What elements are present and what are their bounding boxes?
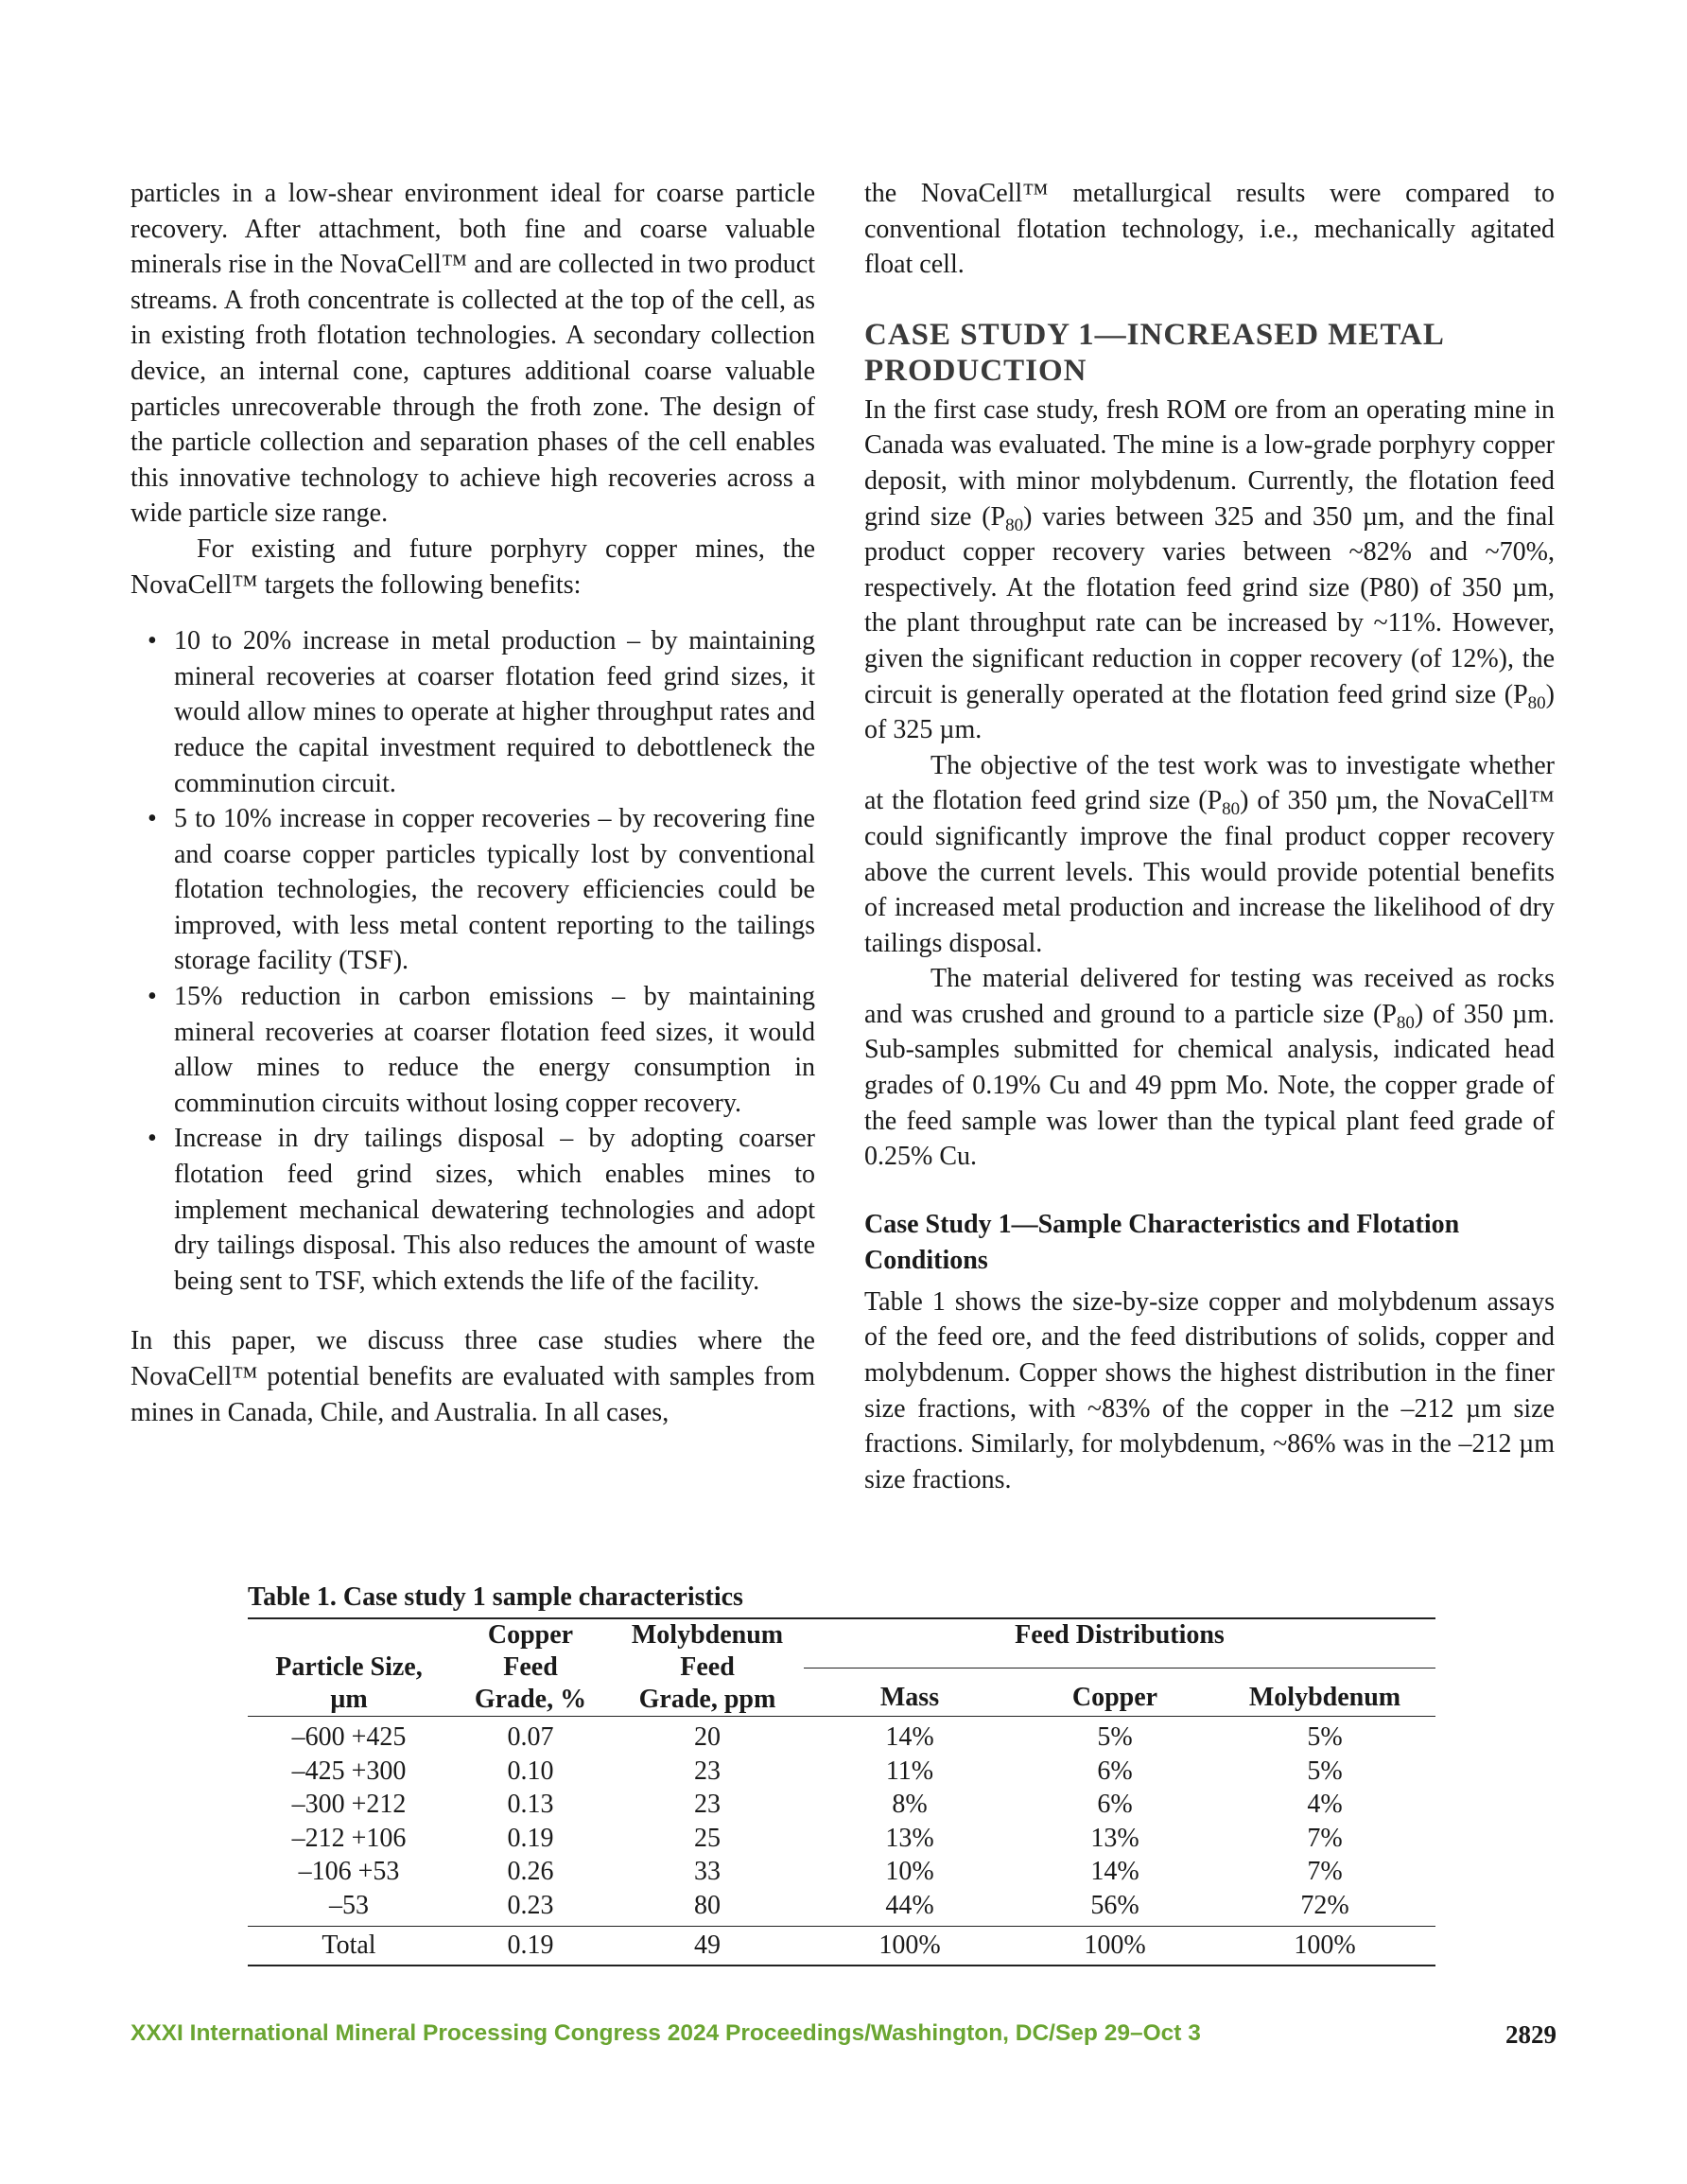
table-cell: –53 [329, 1890, 369, 1920]
table-cell: 23 [694, 1790, 721, 1819]
header-copper: Copper [1071, 1683, 1158, 1712]
table-cell: 100% [878, 1931, 941, 1960]
table-cell: 14% [885, 1722, 934, 1752]
section-heading: CASE STUDY 1—INCREASED METAL PRODUCTION [864, 317, 1444, 388]
table-row [248, 1822, 1435, 1856]
header-molybdenum: Molybdenum [1248, 1683, 1401, 1712]
table-cell: Total [322, 1931, 376, 1960]
table-cell: 13% [885, 1823, 934, 1853]
footer-conference-text: XXXI International Mineral Processing Congress 2024 Proceedings/Washington, DC/Sep 29–Oct 3 [130, 2020, 1201, 2046]
table-row [248, 1755, 1435, 1789]
body-paragraph: particles in a low-shear environment ideal for coarse particle recovery. After attachment, both fine and coarse valuable minerals rise in the NovaCell™ and are collected in two product streams. A froth concentrate is collected at the top of the cell, as in existing froth flotation technologies. A secondary collection device, an internal cone, captures additional coarse valuable particles unrecoverable through the froth zone. The design of the particle collection and separation phases of the cell enables this innovative technology to achieve high recoveries across a wide particle size range. [130, 179, 815, 529]
table-cell: 7% [1307, 1857, 1343, 1886]
table-cell: 6% [1097, 1756, 1133, 1786]
table-cell: 5% [1307, 1722, 1343, 1752]
list-item: • Increase in dry tailings disposal – by adopting coarser flotation feed grind sizes, which enables mines to implement mechanical dewatering technologies and adopt dry tailings disposal. This also reduces the amount of waste being sent to TSF, which extends the life of the facility. [174, 1121, 815, 1299]
header-feed-distributions: Feed Distributions [804, 1618, 1435, 1668]
page-footer [130, 2020, 1557, 2058]
table-cell: 80 [694, 1890, 721, 1920]
table-cell: –300 +212 [291, 1790, 407, 1819]
table-cell: 5% [1307, 1756, 1343, 1786]
table-cell: 6% [1097, 1790, 1133, 1819]
header-copper-feed-grade: Copper Feed Grade, % [474, 1620, 587, 1714]
header-mass: Mass [879, 1683, 940, 1712]
table-cell: 13% [1090, 1823, 1139, 1853]
table-cell: 72% [1300, 1890, 1349, 1920]
table-cell: 49 [694, 1931, 721, 1960]
body-paragraph: Table 1 shows the size-by-size copper and molybdenum assays of the feed ore, and the feed distributions of solids, copper and molybdenum. Copper shows the highest distribution in the finer size fractions, with ~83% of the copper in the –212 µm size fractions. Similarly, for molybdenum, ~86% was in the –212 µm size fractions. [864, 1286, 1555, 1494]
table-cell: 5% [1097, 1722, 1133, 1752]
benefits-list [130, 623, 815, 1299]
table-cell: 33 [694, 1857, 721, 1886]
left-column [130, 176, 815, 1430]
sample-characteristics-table [248, 1617, 1435, 1966]
table-cell: 0.23 [507, 1890, 554, 1920]
header-particle-size: Particle Size, µm [275, 1652, 423, 1714]
table-cell: 8% [892, 1790, 928, 1819]
table-cell: 25 [694, 1823, 721, 1853]
table-cell: 11% [885, 1756, 934, 1786]
list-item: • 10 to 20% increase in metal production – by maintaining mineral recoveries at coarser flotation feed grind sizes, it would allow mines to operate at higher throughput rates and reduce the capital investment required to debottleneck the comminution circuit. [174, 623, 815, 801]
list-item: • 15% reduction in carbon emissions – by maintaining mineral recoveries at coarser flotation feed sizes, it would allow mines to reduce the energy consumption in comminution circuits without losing copper recovery. [174, 979, 815, 1121]
right-column [864, 176, 1555, 1497]
table-cell: 0.19 [507, 1823, 554, 1853]
table-cell: 0.26 [507, 1857, 554, 1886]
table-cell: –106 +53 [298, 1857, 400, 1886]
body-paragraph: In the first case study, fresh ROM ore from an operating mine in Canada was evaluated. The mine is a low-grade porphyry copper deposit, with minor molybdenum. Currently, the flotation feed grind size $(P_{80})$ varies between 325 and 350 µm, and the final product copper recovery varies between ~82% and ~70%, respectively. At the flotation feed grind size (P80) of 350 µm, the plant throughput rate can be increased by ~11%. However, given the significant reduction in copper recovery (of 12%), the circuit is generally operated at the flotation feed grind size $(P_{80})$ of 325 µm. [864, 394, 1556, 745]
header-molybdenum-feed-grade: Molybdenum Feed Grade, ppm [631, 1620, 784, 1714]
table-cell: 100% [1294, 1931, 1356, 1960]
table-cell: 7% [1307, 1823, 1343, 1853]
table-cell: –212 +106 [291, 1823, 407, 1853]
body-paragraph: In this paper, we discuss three case studies where the NovaCell™ potential benefits are evaluated with samples from mines in Canada, Chile, and Australia. In all cases, [130, 1326, 815, 1427]
table-cell: 0.10 [507, 1756, 554, 1786]
table-cell: 100% [1084, 1931, 1146, 1960]
table-block [248, 1581, 1435, 1966]
table-caption: Table 1. Case study 1 sample characteristics [248, 1582, 743, 1612]
table-cell: 56% [1090, 1890, 1139, 1920]
table-cell: 14% [1090, 1857, 1139, 1886]
table-cell: 4% [1307, 1790, 1343, 1819]
page-number: 2829 [1505, 2020, 1557, 2049]
list-item: • 5 to 10% increase in copper recoveries – by recovering fine and coarse copper particles typically lost by conventional flotation technologies, the recovery efficiencies could be improved, with less metal content reporting to the tailings storage facility (TSF). [174, 801, 815, 979]
table-cell: 0.13 [507, 1790, 554, 1819]
subsection-heading: Case Study 1—Sample Characteristics and Flotation Conditions [864, 1209, 1460, 1275]
body-paragraph: the NovaCell™ metallurgical results were compared to conventional flotation technology, i.e., mechanically agitated float cell. [864, 179, 1555, 280]
body-paragraph: The objective of the test work was to investigate whether at the flotation feed grind size $(P_{80})$ of 350 µm, the NovaCell™ could significantly improve the final product copper recovery above the current levels. This would provide potential benefits of increased metal production and increase the likelihood of dry tailings disposal. [864, 750, 1555, 958]
table-cell: 0.19 [507, 1931, 554, 1960]
table-cell: –425 +300 [291, 1756, 407, 1786]
table-row [248, 1788, 1435, 1822]
table-total-row [248, 1927, 1435, 1966]
body-paragraph: The material delivered for testing was received as rocks and was crushed and ground to a particle size $(P_{80})$ of 350 µm. Sub-samples submitted for chemical analysis, indicated head grades of 0.19% Cu and 49 ppm Mo. Note, the copper grade of the feed sample was lower than the typical plant feed grade of 0.25% Cu. [864, 964, 1555, 1172]
table-row [248, 1889, 1435, 1927]
table-cell: 10% [885, 1857, 934, 1886]
table-cell: 23 [694, 1756, 721, 1786]
table-row [248, 1717, 1435, 1755]
table-cell: –600 +425 [291, 1722, 407, 1752]
table-cell: 0.07 [507, 1722, 554, 1752]
table-cell: 20 [694, 1722, 721, 1752]
table-cell: 44% [885, 1890, 934, 1920]
table-row [248, 1855, 1435, 1889]
body-paragraph: For existing and future porphyry copper mines, the NovaCell™ targets the following benefits: [130, 533, 815, 600]
